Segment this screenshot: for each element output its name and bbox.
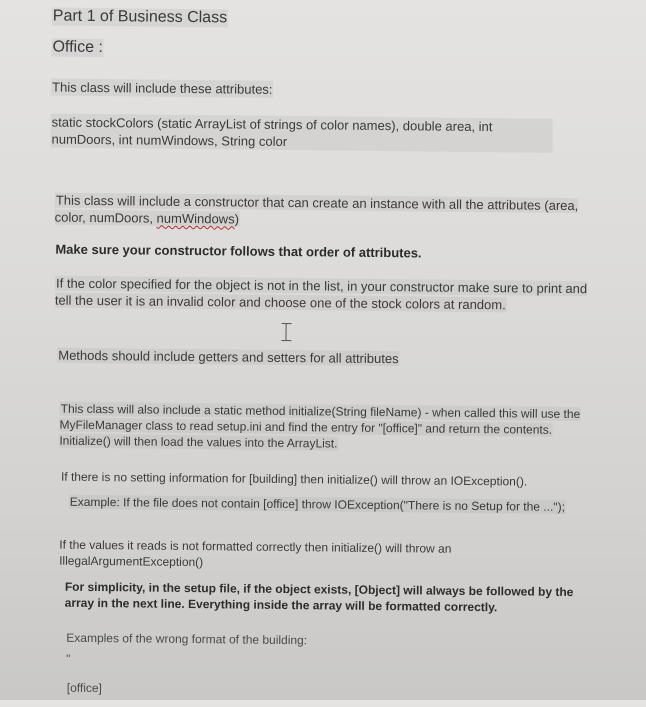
quote-mark: " — [66, 651, 71, 666]
methods-span: Methods should include getters and setters for all attributes — [58, 347, 399, 367]
office-tag: [office] — [66, 680, 103, 696]
constructor-text-end: ) — [234, 211, 240, 227]
intro-text: This class will include these attributes: — [52, 79, 273, 97]
order-note: Make sure your constructor follows that order of attributes. — [55, 241, 422, 261]
wrong-format-heading: Examples of the wrong format of the building: — [66, 630, 308, 648]
methods-text — [57, 347, 400, 368]
color-rule-text — [55, 275, 605, 315]
color-rule-span: If the color specified for the object is not in the list, in your constructor make sure to print and tell the user it is an invalid color and choose one of the stock colors at random. — [54, 275, 588, 313]
page-title: Part 1 of Business Class — [52, 7, 228, 27]
attributes-text: static stockColors (static ArrayList of strings of color names), double area, int numDoors, int numWindows, String color — [50, 114, 552, 153]
format-rule-text: If the values it reads is not formatted correctly then initialize() will throw an IllegalArgumentException() — [59, 537, 452, 570]
initialize-span: This class will also include a static method initialize(String fileName) - when called this will use the MyFileManager class to read setup.ini and find the entry for "[office]" and return the contents. Initialize() will then load the values into the ArrayList. — [59, 401, 581, 451]
constructor-text — [55, 192, 595, 232]
example-text — [69, 494, 579, 515]
initialize-description — [59, 401, 589, 455]
text-cursor-icon — [281, 323, 291, 341]
example-span: Example: If the file does not contain [office] throw IOException("There is no Setup for the ..."); — [69, 494, 566, 514]
spell-flagged-word: numWindows — [156, 210, 235, 227]
simplicity-note: For simplicity, in the setup file, if the object exists, [Object] will always be followed by the array in the next line. Everything inside the array will be formatted correctly. — [64, 579, 574, 615]
constructor-text-main: This class will include a constructor that can create an instance with all the attributes (area, color, numDoors, — [54, 192, 579, 226]
class-label: Office : — [52, 38, 103, 57]
no-setting-text: If there is no setting information for [building] then initialize() will throw an IOException(). — [60, 469, 528, 489]
